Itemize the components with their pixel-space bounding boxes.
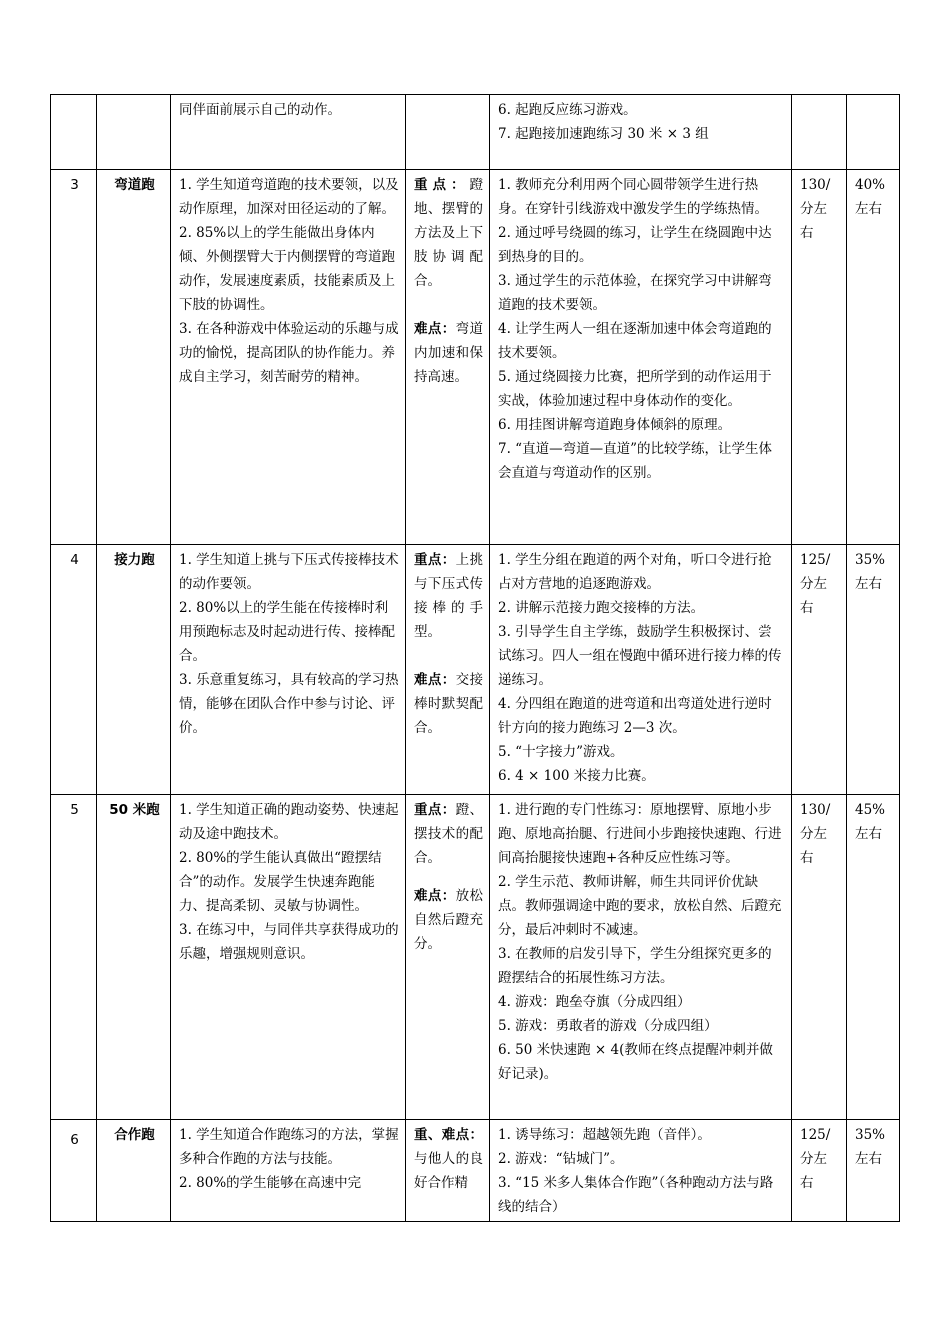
step-item: 6. 50 米快速跑 × 4(教师在终点提醒冲刺并做好记录)。	[498, 1042, 773, 1082]
step-item: 2. 通过呼号绕圆的练习，让学生在绕圆跑中达到热身的目的。	[498, 225, 772, 265]
step-item: 7. “直道—弯道—直道”的比较学练，让学生体会直道与弯道动作的区别。	[498, 441, 772, 481]
teaching-steps	[490, 1120, 792, 1222]
step-item: 3. 在教师的启发引导下，学生分组探究更多的蹬摆结合的拓展性练习方法。	[498, 946, 772, 986]
key-point-text: 与他人的良好合作精	[414, 1151, 483, 1191]
key-point-label: 重点：	[414, 177, 470, 193]
lesson-name	[97, 95, 171, 170]
step-item: 5. “十字接力”游戏。	[498, 744, 624, 760]
goal-item: 1. 学生知道正确的跑动姿势、快速起动及途中跑技术。	[179, 802, 399, 842]
lesson-heart-rate: 130/分左右	[792, 795, 847, 1120]
difficulty-text: 放松自然后蹬充分。	[414, 888, 483, 952]
key-points	[406, 1120, 490, 1222]
table-row	[51, 795, 900, 1120]
step-item: 1. 学生分组在跑道的两个对角，听口令进行抢占对方营地的追逐跑游戏。	[498, 552, 772, 592]
goal-item: 同伴面前展示自己的动作。	[179, 102, 341, 118]
lesson-number	[51, 95, 97, 170]
key-points	[406, 170, 490, 545]
step-item: 3. 引导学生自主学练，鼓励学生积极探讨、尝试练习。四人一组在慢跑中循环进行接力棒的传递练习。	[498, 624, 782, 688]
key-point-label: 重、难点：	[414, 1127, 483, 1143]
spacer	[414, 644, 483, 668]
difficulty-label: 难点：	[414, 672, 456, 688]
step-item: 1. 教师充分利用两个同心圆带领学生进行热身。在穿针引线游戏中激发学生的学练热情。	[498, 177, 768, 217]
step-item: 3. 通过学生的示范体验，在探究学习中讲解弯道跑的技术要领。	[498, 273, 772, 313]
goal-item: 1. 学生知道合作跑练习的方法，掌握多种合作跑的方法与技能。	[179, 1127, 399, 1167]
step-item: 5. 通过绕圆接力比赛，把所学到的动作运用于实战，体验加速过程中身体动作的变化。	[498, 369, 772, 409]
difficulty-text: 弯道内加速和保持高速。	[414, 321, 483, 385]
step-item: 6. 用挂图讲解弯道跑身体倾斜的原理。	[498, 417, 732, 433]
table-row	[51, 545, 900, 795]
difficulty-text: 交接棒时默契配合。	[414, 672, 483, 736]
table-row	[51, 95, 900, 170]
step-item: 2. 学生示范、教师讲解，师生共同评价优缺点。教师强调途中跑的要求，放松自然、后蹬充分，最后冲刺时不减速。	[498, 874, 782, 938]
step-item: 4. 游戏：跑垒夺旗（分成四组）	[498, 994, 691, 1010]
goal-item: 2. 80%的学生能认真做出“蹬摆结合”的动作。发展学生快速奔跑能力、提高柔韧、灵敏与协调性。	[179, 850, 382, 914]
spacer	[414, 870, 483, 884]
goal-item: 3. 在各种游戏中体验运动的乐趣与成功的愉悦，提高团队的协作能力。养成自主学习，刻苦耐劳的精神。	[179, 321, 399, 385]
step-item: 6. 4 × 100 米接力比赛。	[498, 768, 655, 784]
lesson-plan-table	[50, 94, 900, 1222]
teaching-steps	[490, 795, 792, 1120]
step-item: 4. 分四组在跑道的进弯道和出弯道处进行逆时针方向的接力跑练习 2—3 次。	[498, 696, 772, 736]
lesson-goals	[171, 1120, 406, 1222]
lesson-name: 合作跑	[97, 1120, 171, 1222]
lesson-heart-rate: 130/分左右	[792, 170, 847, 545]
lesson-intensity: 35%左右	[847, 1120, 900, 1222]
difficulty-label: 难点：	[414, 888, 456, 904]
goal-item: 3. 在练习中，与同伴共享获得成功的乐趣，增强规则意识。	[179, 922, 399, 962]
key-point-text: 蹬地、摆臂的方法及上下肢协调配合。	[414, 177, 483, 289]
key-points	[406, 545, 490, 795]
goal-item: 3. 乐意重复练习，具有较高的学习热情，能够在团队合作中参与讨论、评价。	[179, 672, 399, 736]
lesson-intensity: 40%左右	[847, 170, 900, 545]
lesson-number: 5	[51, 795, 97, 1120]
step-item: 5. 游戏：勇敢者的游戏（分成四组）	[498, 1018, 718, 1034]
step-item: 6. 起跑反应练习游戏。	[498, 102, 637, 118]
table-row	[51, 1120, 900, 1222]
key-point-text: 上挑与下压式传接棒的手型。	[414, 552, 483, 640]
goal-item: 2. 80%的学生能够在高速中完	[179, 1175, 362, 1191]
key-points	[406, 795, 490, 1120]
difficulty-label: 难点：	[414, 321, 456, 337]
step-item: 1. 进行跑的专门性练习：原地摆臂、原地小步跑、原地高抬腿、行进间小步跑接快速跑、行进间高抬腿接快速跑+各种反应性练习等。	[498, 802, 782, 866]
lesson-heart-rate: 125/分左右	[792, 1120, 847, 1222]
lesson-intensity: 35%左右	[847, 545, 900, 795]
step-item: 3. “15 米多人集体合作跑”（各种跑动方法与路线的结合）	[498, 1175, 774, 1215]
lesson-goals	[171, 95, 406, 170]
lesson-intensity: 45%左右	[847, 795, 900, 1120]
teaching-steps	[490, 95, 792, 170]
lesson-number: 4	[51, 545, 97, 795]
lesson-number: 6	[51, 1120, 97, 1222]
lesson-name: 弯道跑	[97, 170, 171, 545]
step-item: 2. 讲解示范接力跑交接棒的方法。	[498, 600, 705, 616]
goal-item: 1. 学生知道弯道跑的技术要领，以及动作原理，加深对田径运动的了解。	[179, 177, 399, 217]
spacer	[414, 293, 483, 317]
lesson-heart-rate	[792, 95, 847, 170]
lesson-goals	[171, 545, 406, 795]
step-item: 2. 游戏：“钻城门”。	[498, 1151, 624, 1167]
lesson-goals	[171, 170, 406, 545]
key-point-label: 重点：	[414, 552, 456, 568]
lesson-goals	[171, 795, 406, 1120]
teaching-steps	[490, 170, 792, 545]
key-points	[406, 95, 490, 170]
step-item: 7. 起跑接加速跑练习 30 米 × 3 组	[498, 126, 709, 142]
step-item: 1. 诱导练习：超越领先跑（音伴）。	[498, 1127, 711, 1143]
goal-item: 2. 85%以上的学生能做出身体内倾、外侧摆臂大于内侧摆臂的弯道跑动作，发展速度素质，技能素质及上下肢的协调性。	[179, 225, 395, 313]
goal-item: 1. 学生知道上挑与下压式传接棒技术的动作要领。	[179, 552, 399, 592]
table-row	[51, 170, 900, 545]
key-point-text: 蹬、摆技术的配合。	[414, 802, 483, 866]
lesson-name: 50 米跑	[97, 795, 171, 1120]
teaching-steps	[490, 545, 792, 795]
lesson-intensity	[847, 95, 900, 170]
goal-item: 2. 80%以上的学生能在传接棒时利用预跑标志及时起动进行传、接棒配合。	[179, 600, 395, 664]
lesson-name: 接力跑	[97, 545, 171, 795]
step-item: 4. 让学生两人一组在逐渐加速中体会弯道跑的技术要领。	[498, 321, 772, 361]
lesson-heart-rate: 125/分左右	[792, 545, 847, 795]
lesson-number: 3	[51, 170, 97, 545]
key-point-label: 重点：	[414, 802, 456, 818]
